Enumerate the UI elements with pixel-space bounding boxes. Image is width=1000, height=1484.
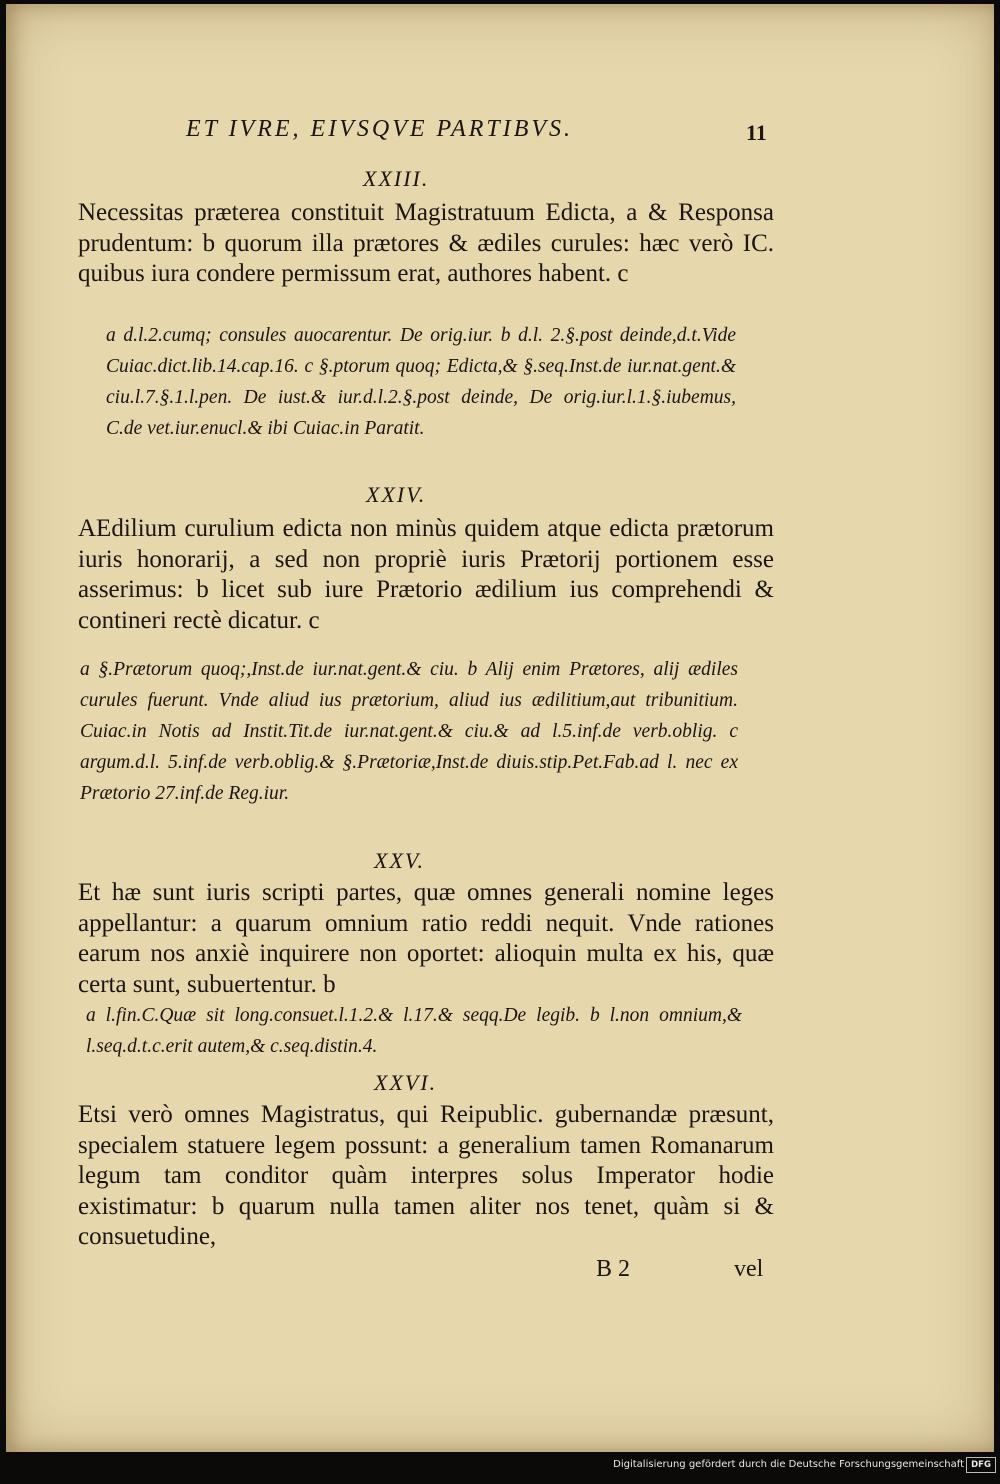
section-numeral: XXVI. [374, 1070, 438, 1095]
section-text: Et hæ sunt iuris scripti partes, quæ omnes generali nomine leges appellantur: a quarum omnium ratio reddi nequit. Vnde rationes earum nos anxiè inquirere non oportet: alioquin multa ex his, quæ certa sunt, subuertentur. b [78, 879, 774, 998]
dfg-logo: DFG [966, 1457, 996, 1473]
section-text: Etsi verò omnes Magistratus, qui Reipublic. gubernandæ præsunt, specialem statuere legem possunt: a generalium tamen Romanarum legum tam conditor quàm interpres solus Imperator hodie existimatur: b quarum nulla tamen aliter nos tenet, quàm si & consuetudine, [78, 1101, 774, 1250]
section-notes: a d.l.2.cumq; consules auocarentur. De orig.iur. b d.l. 2.§.post deinde,d.t.Vide Cuiac.dict.lib.14.cap.16. c §.ptorum quoq; Edicta,& §.seq.Inst.de iur.nat.gent.& ciu.l.7.§.1.l.pen. De iust.& iur.d.l.2.§.post deinde, De orig.iur.l.1.§.iubemus, C.de vet.iur.enucl.& ibi Cuiac.in Paratit. [106, 325, 736, 439]
running-title: ET IVRE, EIVSQVE PARTIBVS. [186, 116, 574, 142]
catchword: vel [734, 1256, 764, 1282]
funding-credit: Digitalisierung gefördert durch die Deutsche Forschungsgemeinschaft [613, 1459, 964, 1470]
footer-bar [0, 1452, 1000, 1484]
section-numeral: XXIII. [363, 166, 430, 191]
page-number: 11 [746, 120, 767, 145]
section-text: Necessitas præterea constituit Magistratuum Edicta, a & Responsa prudentum: b quorum illa prætores & ædiles curules: hæc verò IC. quibus iura condere permissum erat, authores habent. c [78, 199, 774, 287]
section-notes: a §.Prætorum quoq;,Inst.de iur.nat.gent.& ciu. b Alij enim Prætores, alij ædiles curules fuerunt. Vnde aliud ius prætorium, aliud ius ædilitium,aut tribunitium. Cuiac.in Notis ad Instit.Tit.de iur.nat.gent.& ciu.& ad l.5.inf.de verb.oblig. c argum.d.l. 5.inf.de verb.oblig.& §.Prætoriæ,Inst.de diuis.stip.Pet.Fab.ad l. nec ex Prætorio 27.inf.de Reg.iur. [80, 659, 738, 804]
section-numeral: XXV. [374, 848, 425, 873]
section-numeral: XXIV. [366, 482, 427, 507]
signature-mark: B 2 [596, 1256, 631, 1282]
book-page [6, 4, 994, 1452]
section-notes: a l.fin.C.Quæ sit long.consuet.l.1.2.& l.17.& seqq.De legib. b l.non omnium,& l.seq.d.t.c.erit autem,& c.seq.distin.4. [86, 1005, 742, 1057]
section-text: AEdilium curulium edicta non minùs quidem atque edicta prætorum iuris honorarij, a sed non propriè iuris Prætorij portionem esse asserimus: b licet sub iure Prætorio ædilium ius comprehendi & contineri rectè dicatur. c [78, 515, 774, 634]
